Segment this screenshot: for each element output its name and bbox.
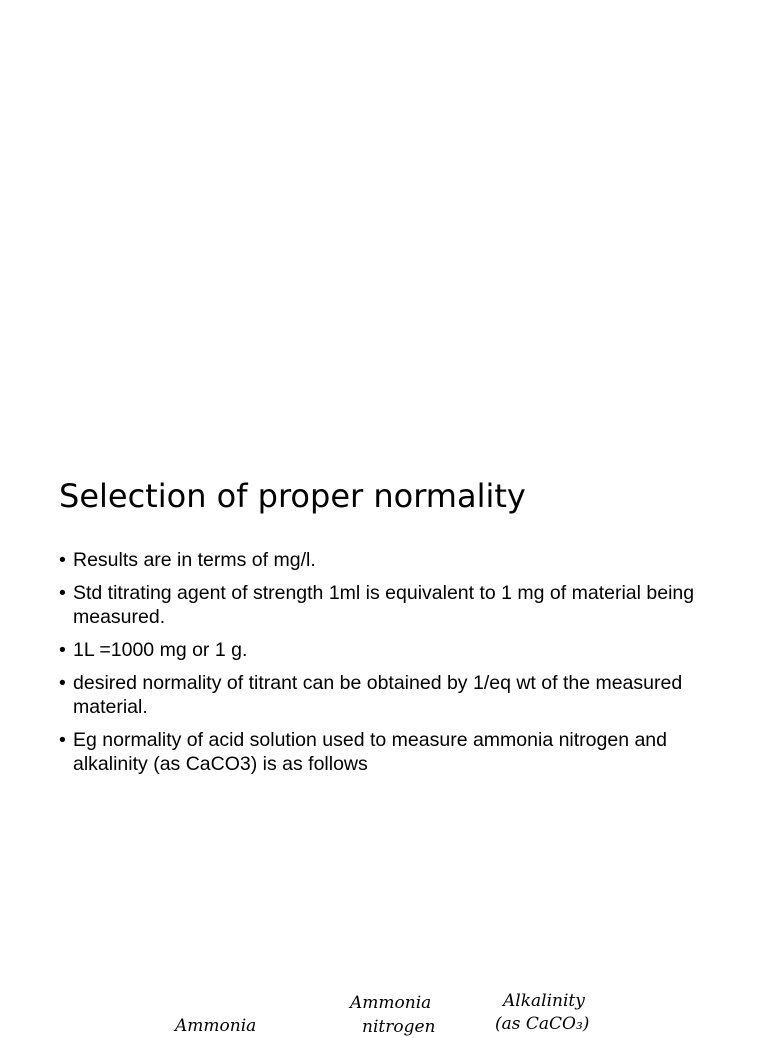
bullet-item: • desired normality of titrant can be obtained by 1/eq wt of the measured material.: [59, 671, 709, 719]
bullet-item: • Std titrating agent of strength 1ml is equivalent to 1 mg of material being measured.: [59, 581, 709, 629]
bullet-item: • 1L =1000 mg or 1 g.: [59, 638, 709, 662]
bullet-list: [59, 548, 709, 785]
slide-title: Selection of proper normality: [59, 477, 526, 515]
equation-row-mid: nitrogen: [362, 1017, 436, 1037]
equation-row-left: Ammonia: [175, 1016, 257, 1036]
equation-header-ammonia: Ammonia: [350, 993, 432, 1013]
equation-header-alkalinity: Alkalinity: [503, 991, 585, 1011]
bullet-item: • Eg normality of acid solution used to measure ammonia nitrogen and alkalinity (as CaCO3) is as follows: [59, 728, 709, 776]
equation-row-right: (as CaCO₃): [495, 1014, 590, 1034]
bullet-item: • Results are in terms of mg/l.: [59, 548, 709, 572]
